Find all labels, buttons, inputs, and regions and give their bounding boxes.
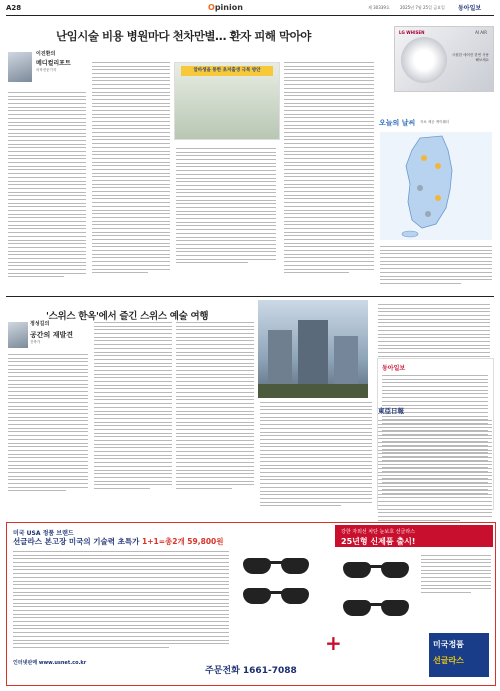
section-rule (6, 296, 494, 297)
stamp-line2: 선글라스 (433, 656, 464, 665)
ad-stamp (429, 633, 489, 677)
weather-table (380, 246, 492, 287)
ad-red-box-main: 25년형 신제품 출시! (341, 537, 416, 546)
ad-phone[interactable]: 주문전화 1661-7088 (205, 666, 297, 676)
lg-ai-label: AI AIR (475, 30, 487, 35)
ad-red-box-top: 강한 자외선 차단 눈보호 선글라스 (341, 529, 415, 535)
article1-image (174, 62, 280, 140)
ad-offer: 1+1=총2개 59,800원 (141, 537, 224, 546)
plus-icon: + (325, 631, 342, 655)
ad-feature-list (421, 555, 491, 596)
image-banner: 알바생을 통한 초저출생 극복 방안 (181, 66, 273, 76)
page-number: A28 (6, 4, 22, 12)
weather-map (380, 132, 492, 240)
issue-date: 2025년 7월 25일 금요일 (400, 5, 445, 10)
article2-headline: '스위스 한옥'에서 즐긴 스위스 예술 여행 (46, 311, 209, 322)
lg-aircon-ad[interactable] (394, 26, 494, 92)
article2-col4-text (378, 304, 490, 363)
article2-col5-text (260, 402, 372, 509)
ad-website[interactable]: 인터넷판매 www.usnet.co.kr (13, 660, 87, 666)
issue-number: 제 30339호 (368, 5, 390, 10)
weather-title: 오늘의 날씨 (379, 119, 416, 127)
article1-col4-text (284, 62, 374, 276)
article2-image (258, 300, 368, 398)
author1-column: 메디컬리포트 (36, 60, 71, 67)
sunglasses-ad[interactable] (6, 522, 496, 686)
author2-photo (8, 322, 28, 348)
paper-name: 동아일보 (458, 5, 482, 12)
stamp-line1: 미국정품 (433, 640, 464, 649)
article1-col1-text (8, 92, 86, 280)
sunglasses-image-4 (343, 597, 409, 617)
article2-col2-text (94, 322, 172, 492)
section-initial: O (208, 3, 215, 12)
header-rule (6, 15, 494, 16)
sunglasses-image-2 (243, 585, 309, 605)
article1-col2-text (92, 62, 170, 276)
author2-title: 건축가 (30, 340, 41, 344)
ad-line2-prefix: 선글라스 본고장 미국의 기술력 초특가 (13, 537, 142, 546)
lg-copy: 시원한 에어컨 한번 사용해보세요 (451, 53, 489, 62)
ad-red-box (335, 525, 493, 547)
author2-name: 정성길의 (30, 321, 50, 327)
footer-logo: 東亞日報 (378, 407, 404, 415)
ad-copy-text (13, 551, 229, 651)
lg-brand: LG WHISEN (399, 30, 425, 35)
promo-logo: 동아일보 (382, 365, 406, 372)
article1-headline: 난임시술 비용 병원마다 천차만별… 환자 피해 막아야 (56, 29, 311, 43)
author2-column: 공간의 재발견 (30, 331, 74, 339)
section-title (208, 3, 243, 12)
ad-line2 (13, 536, 224, 547)
author1-name: 이진환의 (36, 51, 56, 57)
sunglasses-image-3 (343, 559, 409, 579)
author1-title: 의학전문기자 (36, 68, 57, 72)
footer-info (378, 420, 492, 523)
sunglasses-image-1 (243, 555, 309, 575)
author1-photo (8, 52, 32, 82)
fan-icon (401, 37, 447, 83)
ad-line1: 미국 USA 정품 브랜드 (13, 530, 74, 537)
article1-col3-text (176, 148, 276, 266)
weather-note: 자료 제공 케이웨더 (420, 120, 450, 124)
article2-col1-text (8, 354, 88, 494)
section-rest: pinion (214, 3, 243, 12)
article2-col3-text (176, 322, 254, 492)
